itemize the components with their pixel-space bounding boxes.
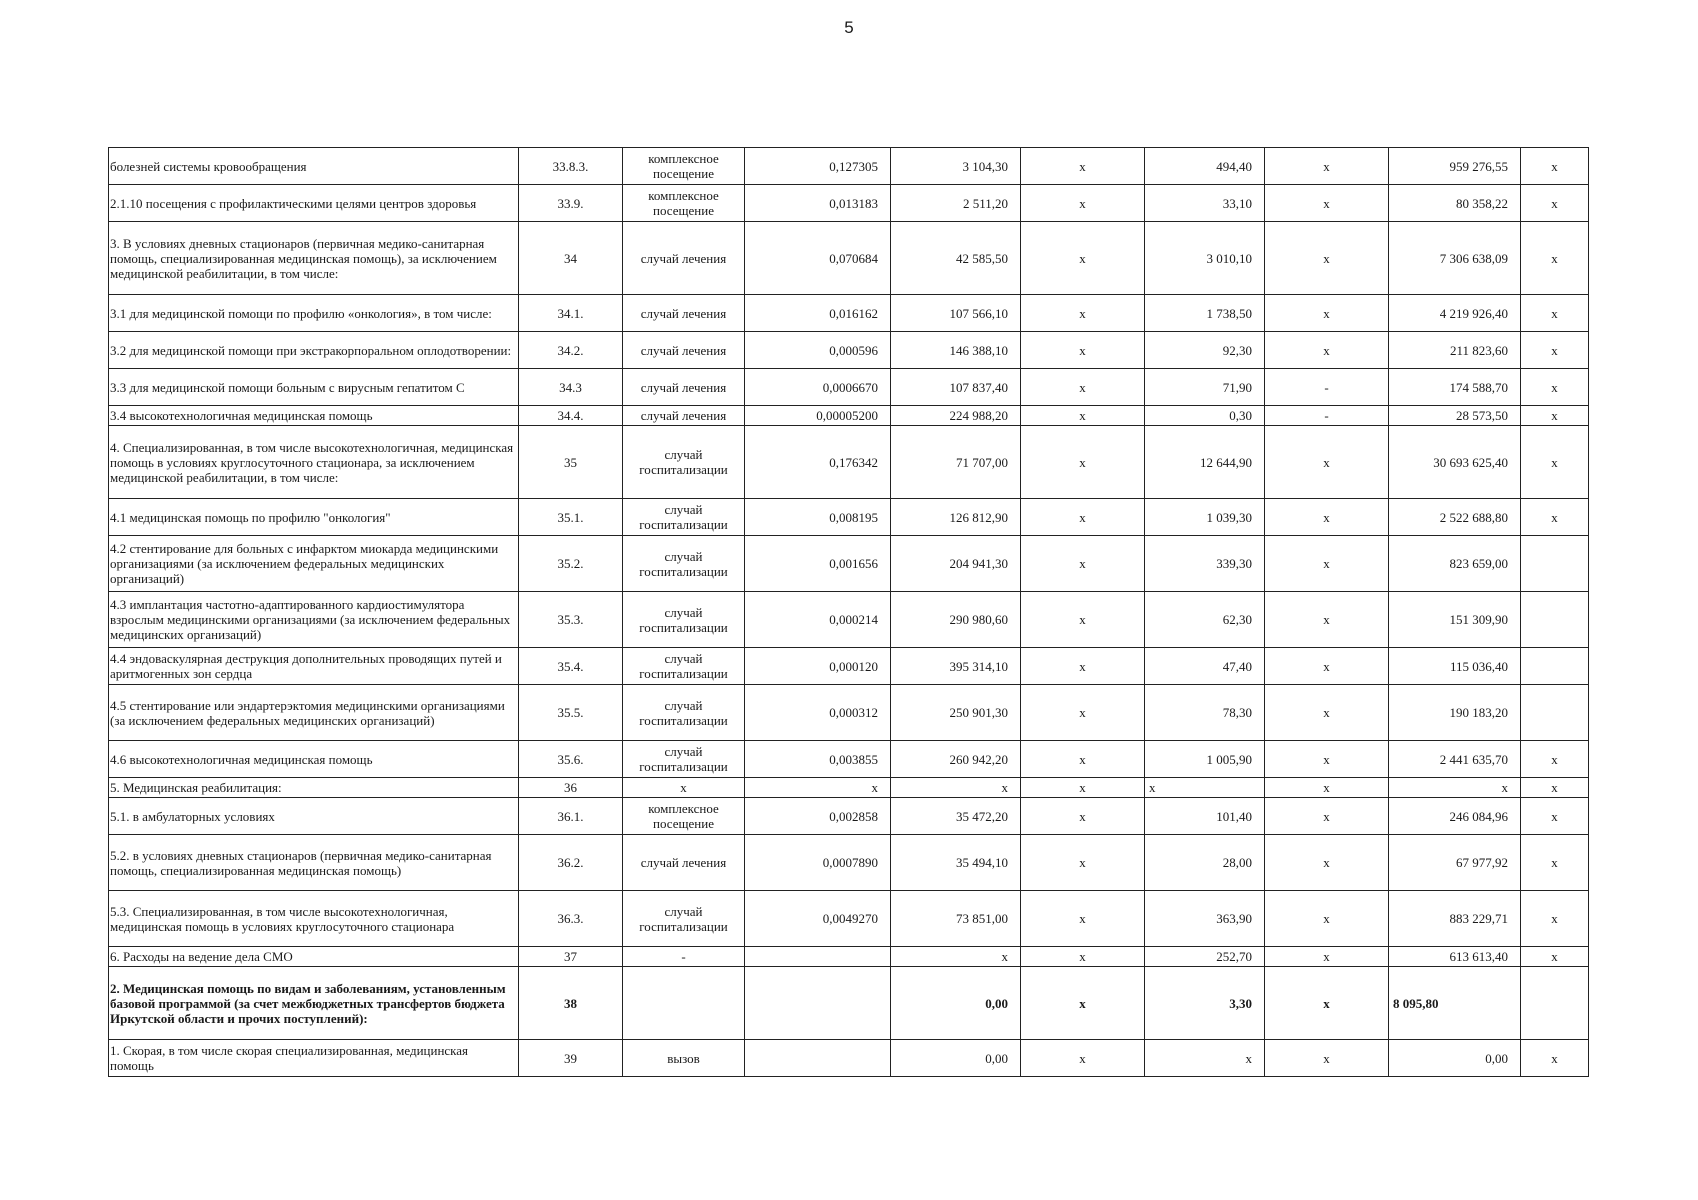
unit-cell: случай госпитализации bbox=[623, 685, 745, 741]
row-number-cell: 35.6. bbox=[519, 741, 623, 778]
unit-cell: случай лечения bbox=[623, 295, 745, 332]
value-cell: 0,00005200 bbox=[745, 406, 891, 426]
row-number-cell: 34.1. bbox=[519, 295, 623, 332]
unit-cell: случай госпитализации bbox=[623, 536, 745, 592]
table-row bbox=[109, 685, 1589, 741]
value-cell: 0,00 bbox=[1389, 1040, 1521, 1077]
value-cell: x bbox=[1021, 891, 1145, 947]
value-cell bbox=[745, 947, 891, 967]
value-cell: x bbox=[1265, 947, 1389, 967]
unit-cell: комплексное посещение bbox=[623, 798, 745, 835]
value-cell: x bbox=[1521, 499, 1589, 536]
value-cell: 494,40 bbox=[1145, 148, 1265, 185]
value-cell: x bbox=[1021, 148, 1145, 185]
value-cell: - bbox=[1265, 406, 1389, 426]
value-cell bbox=[745, 1040, 891, 1077]
table-row bbox=[109, 406, 1589, 426]
value-cell bbox=[1521, 967, 1589, 1040]
row-name-cell: 4.1 медицинская помощь по профилю "онкология" bbox=[109, 499, 519, 536]
value-cell: x bbox=[1521, 426, 1589, 499]
value-cell: x bbox=[1021, 592, 1145, 648]
value-cell: x bbox=[1021, 185, 1145, 222]
value-cell: 190 183,20 bbox=[1389, 685, 1521, 741]
value-cell: x bbox=[1265, 148, 1389, 185]
value-cell: 7 306 638,09 bbox=[1389, 222, 1521, 295]
unit-cell: случай госпитализации bbox=[623, 499, 745, 536]
value-cell: 71 707,00 bbox=[891, 426, 1021, 499]
unit-cell: случай лечения bbox=[623, 222, 745, 295]
value-cell: x bbox=[891, 778, 1021, 798]
value-cell: 250 901,30 bbox=[891, 685, 1021, 741]
value-cell: 0,127305 bbox=[745, 148, 891, 185]
value-cell: 28 573,50 bbox=[1389, 406, 1521, 426]
row-name-cell: 4.3 имплантация частотно-адаптированного кардиостимулятора взрослым медицинскими организациями (за исключением федеральных медицинских организаций) bbox=[109, 592, 519, 648]
value-cell: x bbox=[1521, 406, 1589, 426]
value-cell: x bbox=[745, 778, 891, 798]
value-cell: 47,40 bbox=[1145, 648, 1265, 685]
value-cell: x bbox=[1021, 332, 1145, 369]
row-number-cell: 36.3. bbox=[519, 891, 623, 947]
table-row bbox=[109, 778, 1589, 798]
unit-cell: случай лечения bbox=[623, 835, 745, 891]
value-cell: 363,90 bbox=[1145, 891, 1265, 947]
unit-cell: вызов bbox=[623, 1040, 745, 1077]
row-number-cell: 36.1. bbox=[519, 798, 623, 835]
row-number-cell: 36.2. bbox=[519, 835, 623, 891]
value-cell: x bbox=[1521, 369, 1589, 406]
value-cell: x bbox=[1021, 835, 1145, 891]
value-cell: x bbox=[1021, 295, 1145, 332]
value-cell: 0,016162 bbox=[745, 295, 891, 332]
value-cell: 339,30 bbox=[1145, 536, 1265, 592]
table-row bbox=[109, 499, 1589, 536]
value-cell: 0,0006670 bbox=[745, 369, 891, 406]
table-row bbox=[109, 1040, 1589, 1077]
row-name-cell: 4. Специализированная, в том числе высокотехнологичная, медицинская помощь в условиях круглосуточного стационара, за исключением медицинской реабилитации, в том числе: bbox=[109, 426, 519, 499]
unit-cell: - bbox=[623, 947, 745, 967]
value-cell: 174 588,70 bbox=[1389, 369, 1521, 406]
row-name-cell: 3.3 для медицинской помощи больным с вирусным гепатитом С bbox=[109, 369, 519, 406]
unit-cell: случай лечения bbox=[623, 332, 745, 369]
row-number-cell: 37 bbox=[519, 947, 623, 967]
value-cell: x bbox=[1265, 426, 1389, 499]
value-cell: 146 388,10 bbox=[891, 332, 1021, 369]
data-table-wrapper bbox=[108, 147, 1589, 1077]
row-name-cell: 2.1.10 посещения с профилактическими целями центров здоровья bbox=[109, 185, 519, 222]
value-cell: 1 039,30 bbox=[1145, 499, 1265, 536]
page-number: 5 bbox=[844, 18, 854, 37]
row-name-cell: 3.4 высокотехнологичная медицинская помощь bbox=[109, 406, 519, 426]
table-row bbox=[109, 947, 1589, 967]
value-cell: 62,30 bbox=[1145, 592, 1265, 648]
row-name-cell: 6. Расходы на ведение дела СМО bbox=[109, 947, 519, 967]
value-cell: x bbox=[1021, 798, 1145, 835]
value-cell: 224 988,20 bbox=[891, 406, 1021, 426]
value-cell: 2 522 688,80 bbox=[1389, 499, 1521, 536]
value-cell: 0,30 bbox=[1145, 406, 1265, 426]
table-row bbox=[109, 369, 1589, 406]
value-cell bbox=[1521, 648, 1589, 685]
value-cell: x bbox=[1265, 685, 1389, 741]
table-row bbox=[109, 891, 1589, 947]
value-cell: 107 566,10 bbox=[891, 295, 1021, 332]
value-cell: 0,000214 bbox=[745, 592, 891, 648]
value-cell: x bbox=[1265, 798, 1389, 835]
unit-cell: случай госпитализации bbox=[623, 891, 745, 947]
value-cell: 1 005,90 bbox=[1145, 741, 1265, 778]
value-cell: 35 472,20 bbox=[891, 798, 1021, 835]
value-cell: 151 309,90 bbox=[1389, 592, 1521, 648]
value-cell: x bbox=[1021, 648, 1145, 685]
table-row bbox=[109, 741, 1589, 778]
row-number-cell: 34 bbox=[519, 222, 623, 295]
value-cell: x bbox=[1389, 778, 1521, 798]
value-cell: x bbox=[1265, 891, 1389, 947]
value-cell: x bbox=[1021, 369, 1145, 406]
value-cell: 1 738,50 bbox=[1145, 295, 1265, 332]
unit-cell: случай лечения bbox=[623, 406, 745, 426]
value-cell: 4 219 926,40 bbox=[1389, 295, 1521, 332]
value-cell: 3 010,10 bbox=[1145, 222, 1265, 295]
row-number-cell: 35.5. bbox=[519, 685, 623, 741]
value-cell: x bbox=[1021, 499, 1145, 536]
unit-cell bbox=[623, 967, 745, 1040]
value-cell: 0,0007890 bbox=[745, 835, 891, 891]
value-cell: 0,008195 bbox=[745, 499, 891, 536]
value-cell: x bbox=[1265, 332, 1389, 369]
value-cell: 0,00 bbox=[891, 967, 1021, 1040]
value-cell: 0,000120 bbox=[745, 648, 891, 685]
value-cell: x bbox=[1521, 947, 1589, 967]
table-row bbox=[109, 295, 1589, 332]
row-name-cell: 2. Медицинская помощь по видам и заболеваниям, установленным базовой программой (за счет межбюджетных трансфертов бюджета Иркутской области и прочих поступлений): bbox=[109, 967, 519, 1040]
row-number-cell: 35.3. bbox=[519, 592, 623, 648]
value-cell: 101,40 bbox=[1145, 798, 1265, 835]
value-cell: x bbox=[1021, 947, 1145, 967]
value-cell: 28,00 bbox=[1145, 835, 1265, 891]
row-number-cell: 35.2. bbox=[519, 536, 623, 592]
value-cell: 959 276,55 bbox=[1389, 148, 1521, 185]
value-cell: 73 851,00 bbox=[891, 891, 1021, 947]
row-number-cell: 39 bbox=[519, 1040, 623, 1077]
value-cell: 30 693 625,40 bbox=[1389, 426, 1521, 499]
value-cell: 0,003855 bbox=[745, 741, 891, 778]
value-cell: 92,30 bbox=[1145, 332, 1265, 369]
value-cell: x bbox=[1521, 332, 1589, 369]
row-number-cell: 36 bbox=[519, 778, 623, 798]
value-cell: x bbox=[891, 947, 1021, 967]
row-name-cell: 4.4 эндоваскулярная деструкция дополнительных проводящих путей и аритмогенных зон сердца bbox=[109, 648, 519, 685]
unit-cell: случай лечения bbox=[623, 369, 745, 406]
value-cell: 0,00 bbox=[891, 1040, 1021, 1077]
table-row bbox=[109, 592, 1589, 648]
value-cell bbox=[745, 967, 891, 1040]
value-cell: 0,000312 bbox=[745, 685, 891, 741]
row-number-cell: 34.4. bbox=[519, 406, 623, 426]
row-number-cell: 33.8.3. bbox=[519, 148, 623, 185]
value-cell: x bbox=[1021, 222, 1145, 295]
unit-cell: случай госпитализации bbox=[623, 648, 745, 685]
row-name-cell: 3.2 для медицинской помощи при экстракорпоральном оплодотворении: bbox=[109, 332, 519, 369]
value-cell: 204 941,30 bbox=[891, 536, 1021, 592]
row-name-cell: 5.2. в условиях дневных стационаров (первичная медико-санитарная помощь, специализированная медицинская помощь) bbox=[109, 835, 519, 891]
unit-cell: комплексное посещение bbox=[623, 148, 745, 185]
row-number-cell: 34.3 bbox=[519, 369, 623, 406]
value-cell: x bbox=[1265, 222, 1389, 295]
value-cell: x bbox=[1521, 295, 1589, 332]
value-cell: x bbox=[1265, 499, 1389, 536]
value-cell: 33,10 bbox=[1145, 185, 1265, 222]
value-cell: 67 977,92 bbox=[1389, 835, 1521, 891]
data-table bbox=[108, 147, 1589, 1077]
value-cell: 0,070684 bbox=[745, 222, 891, 295]
value-cell: x bbox=[1021, 1040, 1145, 1077]
value-cell bbox=[1521, 685, 1589, 741]
value-cell: 0,0049270 bbox=[745, 891, 891, 947]
row-name-cell: 5. Медицинская реабилитация: bbox=[109, 778, 519, 798]
value-cell: 80 358,22 bbox=[1389, 185, 1521, 222]
table-row bbox=[109, 798, 1589, 835]
value-cell: 8 095,80 bbox=[1389, 967, 1521, 1040]
table-row bbox=[109, 185, 1589, 222]
row-name-cell: 5.3. Специализированная, в том числе высокотехнологичная, медицинская помощь в условиях круглосуточного стационара bbox=[109, 891, 519, 947]
value-cell: 115 036,40 bbox=[1389, 648, 1521, 685]
row-number-cell: 33.9. bbox=[519, 185, 623, 222]
value-cell: 0,001656 bbox=[745, 536, 891, 592]
row-name-cell: болезней системы кровообращения bbox=[109, 148, 519, 185]
value-cell: x bbox=[1265, 592, 1389, 648]
value-cell: x bbox=[1021, 685, 1145, 741]
value-cell: 0,002858 bbox=[745, 798, 891, 835]
table-row bbox=[109, 835, 1589, 891]
row-name-cell: 3.1 для медицинской помощи по профилю «онкология», в том числе: bbox=[109, 295, 519, 332]
value-cell: 395 314,10 bbox=[891, 648, 1021, 685]
value-cell: 260 942,20 bbox=[891, 741, 1021, 778]
unit-cell: комплексное посещение bbox=[623, 185, 745, 222]
row-name-cell: 4.5 стентирование или эндартерэктомия медицинскими организациями (за исключением федеральных медицинских организаций) bbox=[109, 685, 519, 741]
value-cell: 252,70 bbox=[1145, 947, 1265, 967]
value-cell: x bbox=[1521, 741, 1589, 778]
value-cell: x bbox=[1521, 891, 1589, 947]
value-cell: x bbox=[1021, 778, 1145, 798]
row-name-cell: 3. В условиях дневных стационаров (первичная медико-санитарная помощь, специализированная медицинская помощь), за исключением медицинской реабилитации, в том числе: bbox=[109, 222, 519, 295]
value-cell: x bbox=[1521, 798, 1589, 835]
value-cell: 71,90 bbox=[1145, 369, 1265, 406]
row-number-cell: 35.1. bbox=[519, 499, 623, 536]
row-name-cell: 5.1. в амбулаторных условиях bbox=[109, 798, 519, 835]
value-cell: 78,30 bbox=[1145, 685, 1265, 741]
row-name-cell: 4.2 стентирование для больных с инфарктом миокарда медицинскими организациями (за исключением федеральных медицинских организаций) bbox=[109, 536, 519, 592]
value-cell: x bbox=[1265, 835, 1389, 891]
value-cell: 3,30 bbox=[1145, 967, 1265, 1040]
value-cell: 211 823,60 bbox=[1389, 332, 1521, 369]
value-cell bbox=[1521, 592, 1589, 648]
table-row bbox=[109, 967, 1589, 1040]
row-number-cell: 35 bbox=[519, 426, 623, 499]
row-name-cell: 4.6 высокотехнологичная медицинская помощь bbox=[109, 741, 519, 778]
value-cell: x bbox=[1021, 967, 1145, 1040]
value-cell: x bbox=[1265, 648, 1389, 685]
value-cell: 0,013183 bbox=[745, 185, 891, 222]
value-cell: 126 812,90 bbox=[891, 499, 1021, 536]
value-cell: x bbox=[1521, 1040, 1589, 1077]
value-cell: 290 980,60 bbox=[891, 592, 1021, 648]
table-row bbox=[109, 648, 1589, 685]
value-cell: - bbox=[1265, 369, 1389, 406]
value-cell: x bbox=[1021, 536, 1145, 592]
value-cell: 246 084,96 bbox=[1389, 798, 1521, 835]
value-cell: x bbox=[1521, 835, 1589, 891]
value-cell: x bbox=[1265, 1040, 1389, 1077]
table-row bbox=[109, 426, 1589, 499]
value-cell: 42 585,50 bbox=[891, 222, 1021, 295]
value-cell: x bbox=[1021, 741, 1145, 778]
value-cell: x bbox=[1521, 185, 1589, 222]
value-cell: x bbox=[1521, 148, 1589, 185]
value-cell: 107 837,40 bbox=[891, 369, 1021, 406]
value-cell: x bbox=[1021, 406, 1145, 426]
value-cell: x bbox=[1265, 741, 1389, 778]
unit-cell: случай госпитализации bbox=[623, 592, 745, 648]
table-row bbox=[109, 148, 1589, 185]
row-number-cell: 34.2. bbox=[519, 332, 623, 369]
value-cell: 823 659,00 bbox=[1389, 536, 1521, 592]
row-name-cell: 1. Скорая, в том числе скорая специализированная, медицинская помощь bbox=[109, 1040, 519, 1077]
value-cell: 2 511,20 bbox=[891, 185, 1021, 222]
value-cell: x bbox=[1521, 778, 1589, 798]
value-cell: x bbox=[1265, 295, 1389, 332]
value-cell: x bbox=[1521, 222, 1589, 295]
value-cell: x bbox=[1145, 1040, 1265, 1077]
value-cell: 0,176342 bbox=[745, 426, 891, 499]
row-number-cell: 35.4. bbox=[519, 648, 623, 685]
value-cell: 35 494,10 bbox=[891, 835, 1021, 891]
value-cell bbox=[1521, 536, 1589, 592]
value-cell: x bbox=[1145, 778, 1265, 798]
value-cell: x bbox=[1021, 426, 1145, 499]
value-cell: x bbox=[1265, 778, 1389, 798]
unit-cell: случай госпитализации bbox=[623, 741, 745, 778]
value-cell: 0,000596 bbox=[745, 332, 891, 369]
value-cell: x bbox=[1265, 967, 1389, 1040]
unit-cell: x bbox=[623, 778, 745, 798]
value-cell: x bbox=[1265, 536, 1389, 592]
row-number-cell: 38 bbox=[519, 967, 623, 1040]
value-cell: 2 441 635,70 bbox=[1389, 741, 1521, 778]
unit-cell: случай госпитализации bbox=[623, 426, 745, 499]
value-cell: 12 644,90 bbox=[1145, 426, 1265, 499]
value-cell: x bbox=[1265, 185, 1389, 222]
value-cell: 883 229,71 bbox=[1389, 891, 1521, 947]
value-cell: 613 613,40 bbox=[1389, 947, 1521, 967]
table-row bbox=[109, 222, 1589, 295]
table-row bbox=[109, 536, 1589, 592]
table-row bbox=[109, 332, 1589, 369]
value-cell: 3 104,30 bbox=[891, 148, 1021, 185]
